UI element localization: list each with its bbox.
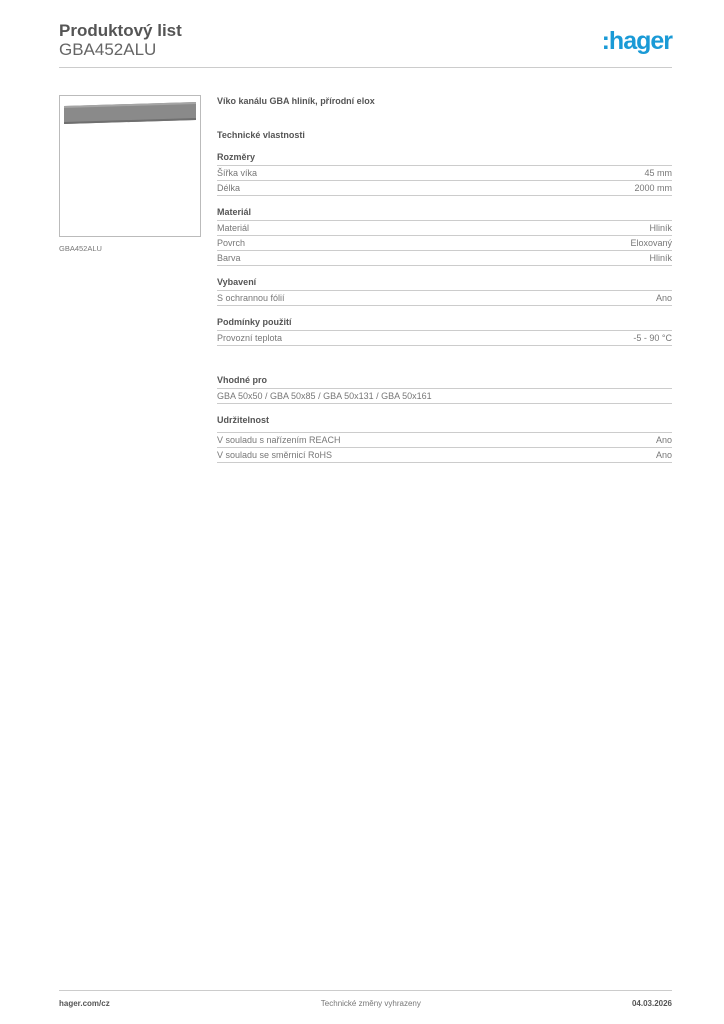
spec-column [217, 96, 672, 473]
footer-note: Technické změny vyhrazeny [320, 999, 421, 1008]
row-label: S ochrannou fólií [217, 293, 285, 303]
image-caption: GBA452ALU [59, 244, 102, 253]
section-heading: Vybavení [217, 276, 672, 291]
section-heading: Materiál [217, 206, 672, 221]
spec-row [217, 291, 672, 306]
spec-section [217, 206, 672, 266]
spec-row [217, 221, 672, 236]
product-description: Víko kanálu GBA hliník, přírodní elox [217, 96, 375, 106]
footer-website: hager.com/cz [59, 999, 110, 1008]
spec-row [217, 251, 672, 266]
spec-section [217, 151, 672, 196]
spec-row [217, 166, 672, 181]
product-image [59, 95, 201, 237]
suitable-row [217, 389, 672, 404]
row-label: Barva [217, 253, 241, 263]
header-divider [59, 67, 672, 68]
spec-row [217, 448, 672, 463]
row-value: Hliník [649, 223, 672, 233]
row-value: Ano [655, 450, 672, 460]
row-label: Povrch [217, 238, 246, 248]
row-label: Délka [217, 183, 241, 193]
hager-logo: :hager [601, 27, 672, 55]
row-value: 45 mm [644, 168, 672, 178]
spec-section [217, 276, 672, 306]
row-value: Hliník [649, 253, 672, 263]
row-value: 2000 mm [634, 183, 672, 193]
spec-row [217, 236, 672, 251]
suitable-section [217, 374, 672, 404]
sustainability-section [217, 414, 672, 463]
footer [59, 990, 672, 1008]
section-heading: Podmínky použití [217, 316, 672, 331]
row-label: Šířka víka [217, 168, 258, 178]
tech-heading: Technické vlastnosti [217, 130, 305, 140]
row-value: Eloxovaný [630, 238, 672, 248]
row-label: Materiál [217, 223, 250, 233]
spec-section [217, 316, 672, 346]
footer-date: 04.03.2026 [631, 999, 672, 1008]
spec-row [217, 181, 672, 196]
spec-row [217, 331, 672, 346]
row-label: V souladu se směrnicí RoHS [217, 450, 333, 460]
row-value: Ano [655, 293, 672, 303]
product-code: GBA452ALU [59, 40, 157, 59]
section-heading: Rozměry [217, 151, 672, 166]
suitable-text: GBA 50x50 / GBA 50x85 / GBA 50x131 / GBA 50x161 [217, 391, 432, 401]
row-value: Ano [655, 435, 672, 445]
section-heading: Udržitelnost [217, 414, 672, 433]
spec-row [217, 433, 672, 448]
row-value: -5 - 90 °C [633, 333, 672, 343]
page-title: Produktový list [59, 21, 182, 40]
section-heading: Vhodné pro [217, 374, 672, 389]
row-label: V souladu s nařízením REACH [217, 435, 341, 445]
row-label: Provozní teplota [217, 333, 283, 343]
